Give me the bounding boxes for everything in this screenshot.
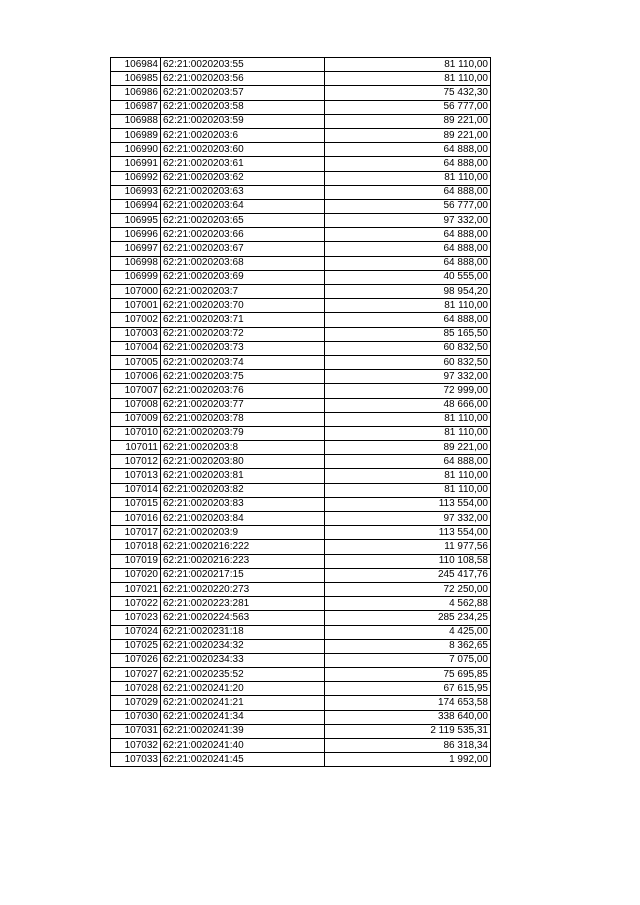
row-number-cell: 107029: [111, 696, 161, 710]
table-row: [111, 455, 491, 469]
table-row: [111, 739, 491, 753]
cadastral-value-cell: 89 221,00: [325, 128, 491, 142]
row-number-cell: 107008: [111, 398, 161, 412]
table-row: [111, 100, 491, 114]
cadastral-number-cell: 62:21:0020203:56: [161, 72, 325, 86]
cadastral-value-cell: 72 999,00: [325, 384, 491, 398]
table-row: [111, 128, 491, 142]
cadastral-number-cell: 62:21:0020203:78: [161, 412, 325, 426]
table-row: [111, 497, 491, 511]
table-row: [111, 270, 491, 284]
table-row: [111, 426, 491, 440]
table-row: [111, 242, 491, 256]
cadastral-value-cell: 97 332,00: [325, 214, 491, 228]
cadastral-number-cell: 62:21:0020241:20: [161, 682, 325, 696]
table-row: [111, 285, 491, 299]
cadastral-value-cell: 75 695,85: [325, 668, 491, 682]
cadastral-number-cell: 62:21:0020203:58: [161, 100, 325, 114]
cadastral-value-cell: 98 954,20: [325, 285, 491, 299]
table-row: [111, 611, 491, 625]
cadastral-value-cell: 4 425,00: [325, 625, 491, 639]
cadastral-value-cell: 81 110,00: [325, 469, 491, 483]
cadastral-value-cell: 64 888,00: [325, 455, 491, 469]
cadastral-number-cell: 62:21:0020203:77: [161, 398, 325, 412]
cadastral-number-cell: 62:21:0020241:34: [161, 710, 325, 724]
cadastral-value-cell: 97 332,00: [325, 512, 491, 526]
table-row: [111, 171, 491, 185]
table-row: [111, 143, 491, 157]
cadastral-number-cell: 62:21:0020203:65: [161, 214, 325, 228]
cadastral-number-cell: 62:21:0020203:8: [161, 441, 325, 455]
cadastral-number-cell: 62:21:0020203:57: [161, 86, 325, 100]
cadastral-value-cell: 64 888,00: [325, 256, 491, 270]
cadastral-number-cell: 62:21:0020220:273: [161, 582, 325, 596]
row-number-cell: 107021: [111, 582, 161, 596]
row-number-cell: 107005: [111, 355, 161, 369]
cadastral-number-cell: 62:21:0020203:82: [161, 483, 325, 497]
cadastral-value-cell: 60 832,50: [325, 341, 491, 355]
row-number-cell: 107017: [111, 526, 161, 540]
table-row: [111, 512, 491, 526]
cadastral-value-cell: 86 318,34: [325, 739, 491, 753]
cadastral-number-cell: 62:21:0020203:62: [161, 171, 325, 185]
cadastral-value-cell: 2 119 535,31: [325, 724, 491, 738]
table-row: [111, 668, 491, 682]
cadastral-value-table: [110, 57, 491, 767]
row-number-cell: 107000: [111, 285, 161, 299]
table-row: [111, 710, 491, 724]
cadastral-number-cell: 62:21:0020241:45: [161, 753, 325, 767]
cadastral-number-cell: 62:21:0020203:84: [161, 512, 325, 526]
row-number-cell: 107025: [111, 639, 161, 653]
cadastral-value-cell: 60 832,50: [325, 355, 491, 369]
cadastral-number-cell: 62:21:0020203:83: [161, 497, 325, 511]
row-number-cell: 107024: [111, 625, 161, 639]
cadastral-value-cell: 11 977,56: [325, 540, 491, 554]
cadastral-number-cell: 62:21:0020203:74: [161, 355, 325, 369]
row-number-cell: 107012: [111, 455, 161, 469]
table-row: [111, 114, 491, 128]
cadastral-value-cell: 97 332,00: [325, 370, 491, 384]
row-number-cell: 106999: [111, 270, 161, 284]
table-row: [111, 384, 491, 398]
cadastral-value-cell: 1 992,00: [325, 753, 491, 767]
row-number-cell: 106988: [111, 114, 161, 128]
cadastral-value-cell: 81 110,00: [325, 58, 491, 72]
cadastral-number-cell: 62:21:0020203:60: [161, 143, 325, 157]
table-row: [111, 582, 491, 596]
row-number-cell: 107023: [111, 611, 161, 625]
cadastral-value-cell: 338 640,00: [325, 710, 491, 724]
cadastral-value-cell: 40 555,00: [325, 270, 491, 284]
row-number-cell: 106996: [111, 228, 161, 242]
table-row: [111, 86, 491, 100]
row-number-cell: 107009: [111, 412, 161, 426]
cadastral-number-cell: 62:21:0020203:80: [161, 455, 325, 469]
cadastral-number-cell: 62:21:0020216:223: [161, 554, 325, 568]
cadastral-number-cell: 62:21:0020223:281: [161, 597, 325, 611]
cadastral-number-cell: 62:21:0020241:40: [161, 739, 325, 753]
cadastral-value-cell: 81 110,00: [325, 412, 491, 426]
row-number-cell: 107031: [111, 724, 161, 738]
table-row: [111, 398, 491, 412]
row-number-cell: 107004: [111, 341, 161, 355]
cadastral-value-cell: 110 108,58: [325, 554, 491, 568]
cadastral-value-cell: 81 110,00: [325, 171, 491, 185]
row-number-cell: 107014: [111, 483, 161, 497]
table-row: [111, 157, 491, 171]
cadastral-number-cell: 62:21:0020224:563: [161, 611, 325, 625]
row-number-cell: 107030: [111, 710, 161, 724]
table-row: [111, 228, 491, 242]
row-number-cell: 106993: [111, 185, 161, 199]
cadastral-number-cell: 62:21:0020203:63: [161, 185, 325, 199]
cadastral-number-cell: 62:21:0020241:21: [161, 696, 325, 710]
cadastral-value-cell: 64 888,00: [325, 157, 491, 171]
row-number-cell: 107001: [111, 299, 161, 313]
row-number-cell: 107015: [111, 497, 161, 511]
row-number-cell: 106984: [111, 58, 161, 72]
cadastral-value-cell: 85 165,50: [325, 327, 491, 341]
table-row: [111, 299, 491, 313]
cadastral-number-cell: 62:21:0020203:67: [161, 242, 325, 256]
cadastral-value-cell: 8 362,65: [325, 639, 491, 653]
table-row: [111, 341, 491, 355]
table-row: [111, 568, 491, 582]
cadastral-value-cell: 72 250,00: [325, 582, 491, 596]
cadastral-number-cell: 62:21:0020203:71: [161, 313, 325, 327]
table-row: [111, 72, 491, 86]
cadastral-value-cell: 56 777,00: [325, 100, 491, 114]
cadastral-value-cell: 67 615,95: [325, 682, 491, 696]
cadastral-value-cell: 56 777,00: [325, 199, 491, 213]
row-number-cell: 107016: [111, 512, 161, 526]
cadastral-value-cell: 48 666,00: [325, 398, 491, 412]
row-number-cell: 107028: [111, 682, 161, 696]
row-number-cell: 106994: [111, 199, 161, 213]
cadastral-value-cell: 81 110,00: [325, 483, 491, 497]
row-number-cell: 106995: [111, 214, 161, 228]
row-number-cell: 106992: [111, 171, 161, 185]
table-row: [111, 625, 491, 639]
table-row: [111, 540, 491, 554]
cadastral-number-cell: 62:21:0020216:222: [161, 540, 325, 554]
table-row: [111, 214, 491, 228]
table-row: [111, 682, 491, 696]
cadastral-number-cell: 62:21:0020203:61: [161, 157, 325, 171]
cadastral-value-cell: 113 554,00: [325, 497, 491, 511]
row-number-cell: 107027: [111, 668, 161, 682]
cadastral-number-cell: 62:21:0020241:39: [161, 724, 325, 738]
table-row: [111, 327, 491, 341]
cadastral-number-cell: 62:21:0020203:55: [161, 58, 325, 72]
row-number-cell: 106986: [111, 86, 161, 100]
row-number-cell: 106991: [111, 157, 161, 171]
cadastral-value-cell: 245 417,76: [325, 568, 491, 582]
row-number-cell: 107026: [111, 653, 161, 667]
cadastral-number-cell: 62:21:0020234:32: [161, 639, 325, 653]
row-number-cell: 107019: [111, 554, 161, 568]
cadastral-number-cell: 62:21:0020203:76: [161, 384, 325, 398]
row-number-cell: 107003: [111, 327, 161, 341]
cadastral-value-cell: 64 888,00: [325, 143, 491, 157]
row-number-cell: 107013: [111, 469, 161, 483]
table-row: [111, 58, 491, 72]
table-row: [111, 412, 491, 426]
row-number-cell: 107018: [111, 540, 161, 554]
row-number-cell: 106985: [111, 72, 161, 86]
cadastral-number-cell: 62:21:0020203:9: [161, 526, 325, 540]
cadastral-number-cell: 62:21:0020203:81: [161, 469, 325, 483]
row-number-cell: 107032: [111, 739, 161, 753]
cadastral-value-cell: 89 221,00: [325, 114, 491, 128]
row-number-cell: 107020: [111, 568, 161, 582]
cadastral-value-cell: 285 234,25: [325, 611, 491, 625]
cadastral-value-cell: 89 221,00: [325, 441, 491, 455]
table-row: [111, 554, 491, 568]
row-number-cell: 106987: [111, 100, 161, 114]
cadastral-number-cell: 62:21:0020203:70: [161, 299, 325, 313]
row-number-cell: 107033: [111, 753, 161, 767]
cadastral-value-cell: 64 888,00: [325, 228, 491, 242]
table-row: [111, 724, 491, 738]
table-row: [111, 469, 491, 483]
cadastral-number-cell: 62:21:0020203:73: [161, 341, 325, 355]
table-row: [111, 256, 491, 270]
cadastral-number-cell: 62:21:0020203:72: [161, 327, 325, 341]
cadastral-value-cell: 81 110,00: [325, 72, 491, 86]
cadastral-value-cell: 81 110,00: [325, 426, 491, 440]
cadastral-value-cell: 64 888,00: [325, 242, 491, 256]
cadastral-number-cell: 62:21:0020217:15: [161, 568, 325, 582]
cadastral-number-cell: 62:21:0020203:64: [161, 199, 325, 213]
row-number-cell: 107010: [111, 426, 161, 440]
cadastral-value-cell: 64 888,00: [325, 185, 491, 199]
table-row: [111, 597, 491, 611]
table-row: [111, 441, 491, 455]
row-number-cell: 107002: [111, 313, 161, 327]
cadastral-number-cell: 62:21:0020203:69: [161, 270, 325, 284]
row-number-cell: 106990: [111, 143, 161, 157]
cadastral-number-cell: 62:21:0020231:18: [161, 625, 325, 639]
row-number-cell: 107022: [111, 597, 161, 611]
cadastral-value-cell: 174 653,58: [325, 696, 491, 710]
table-row: [111, 483, 491, 497]
cadastral-number-cell: 62:21:0020203:68: [161, 256, 325, 270]
cadastral-value-cell: 75 432,30: [325, 86, 491, 100]
cadastral-number-cell: 62:21:0020203:79: [161, 426, 325, 440]
table-row: [111, 370, 491, 384]
table-row: [111, 696, 491, 710]
cadastral-value-cell: 7 075,00: [325, 653, 491, 667]
table-row: [111, 199, 491, 213]
cadastral-value-cell: 4 562,88: [325, 597, 491, 611]
cadastral-number-cell: 62:21:0020234:33: [161, 653, 325, 667]
cadastral-value-cell: 64 888,00: [325, 313, 491, 327]
cadastral-value-cell: 81 110,00: [325, 299, 491, 313]
table-row: [111, 526, 491, 540]
row-number-cell: 107007: [111, 384, 161, 398]
cadastral-number-cell: 62:21:0020203:66: [161, 228, 325, 242]
cadastral-number-cell: 62:21:0020203:75: [161, 370, 325, 384]
cadastral-number-cell: 62:21:0020203:59: [161, 114, 325, 128]
table-row: [111, 185, 491, 199]
table-row: [111, 653, 491, 667]
cadastral-number-cell: 62:21:0020203:6: [161, 128, 325, 142]
row-number-cell: 107011: [111, 441, 161, 455]
table-row: [111, 355, 491, 369]
cadastral-value-cell: 113 554,00: [325, 526, 491, 540]
table-row: [111, 313, 491, 327]
table-row: [111, 639, 491, 653]
row-number-cell: 106998: [111, 256, 161, 270]
row-number-cell: 106997: [111, 242, 161, 256]
table-body: [111, 58, 491, 767]
cadastral-number-cell: 62:21:0020203:7: [161, 285, 325, 299]
table-row: [111, 753, 491, 767]
row-number-cell: 107006: [111, 370, 161, 384]
cadastral-number-cell: 62:21:0020235:52: [161, 668, 325, 682]
row-number-cell: 106989: [111, 128, 161, 142]
